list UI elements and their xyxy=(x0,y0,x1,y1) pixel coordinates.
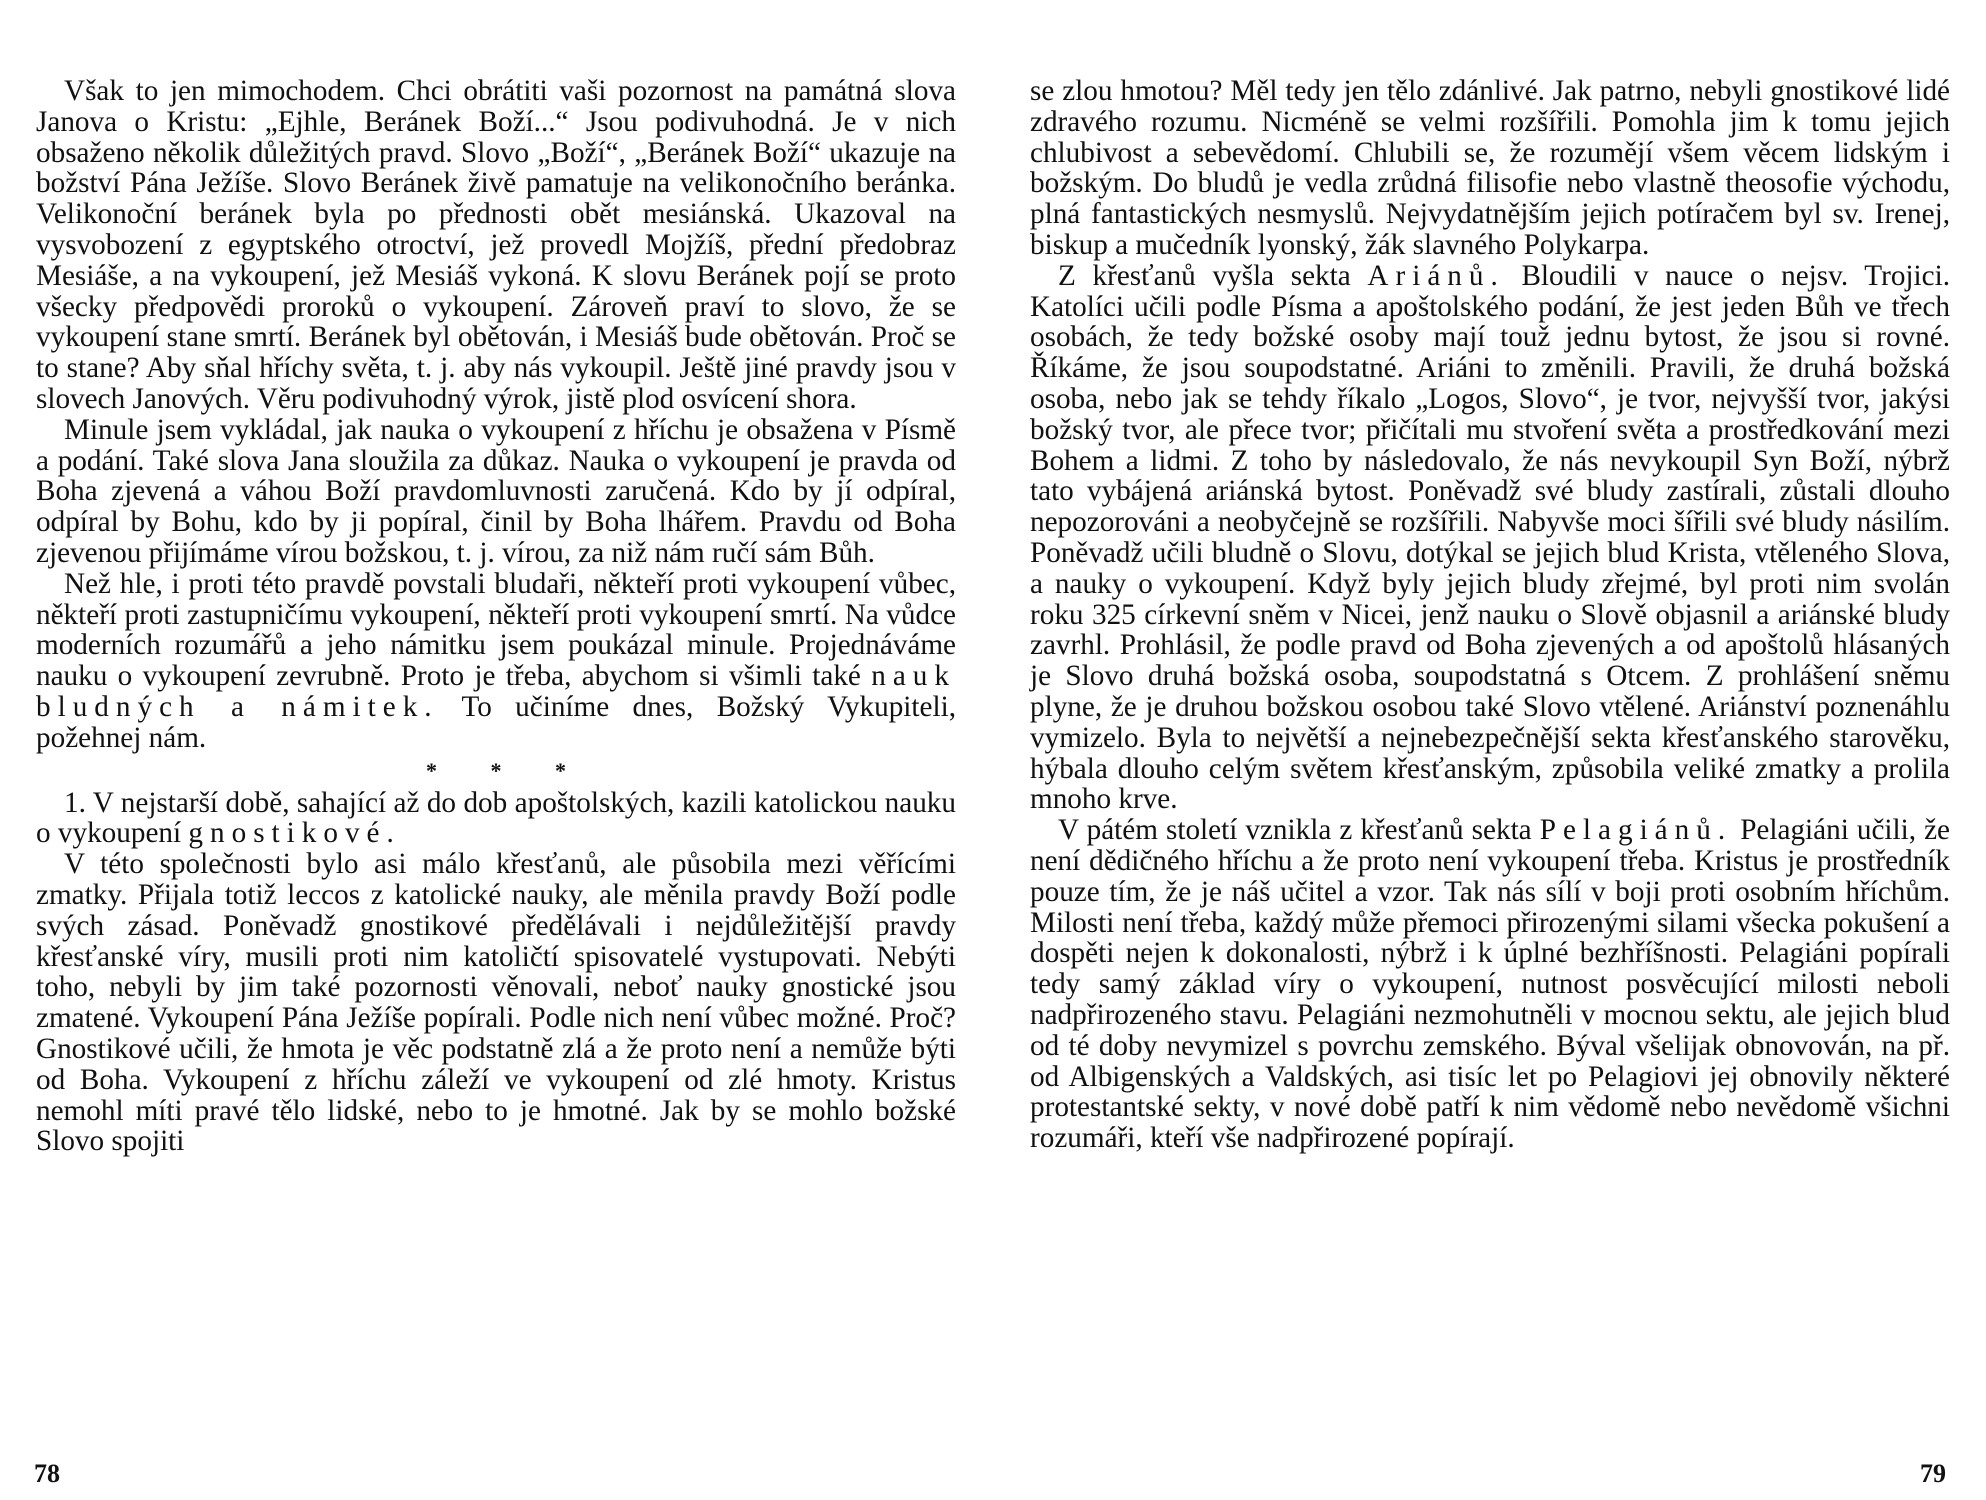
left-text-column xyxy=(36,76,956,1157)
right-page xyxy=(1030,76,1950,1486)
spaced-term-bludnych: nauk bludných a námitek. xyxy=(36,660,956,723)
left-paragraph-4-text: 1. V nejstarší době, sahající až do dob apoštolských, kazili katolickou nauku o vykoupení xyxy=(36,786,956,850)
left-paragraph-3 xyxy=(36,569,956,754)
right-paragraph-2-end: Bloudili v nauce o nejsv. Trojici. Katolíci učili podle Písma a apoštolského podání, že jest jeden Bůh ve třech osobách, že tedy božské osoby mají touž jednu bytost, že jsou si rovné. Říkáme, že jsou soupodstatné. Ariáni to změnili. Pravili, že druhá božská osoba, nebo jak se tehdy říkalo „Logos, Slovo“, je tvor, nejvyšší tvor, jakýsi božský tvor, ale přece tvor; přičítali mu stvoření světa a prostředkování mezi Bohem a lidmi. Z toho by následovalo, že nás nevykoupil Syn Boží, nýbrž tato vybájená ariánská bytost. Poněvadž své bludy zastírali, zůstali dlouho nepozorováni a neobyčejně se rozšířili. Nabyvše moci šířili své bludy násilím. Poněvadž učili bludně o Slovu, dotýkal se jejich blud Krista, vtěleného Slova, a nauky o vykoupení. Když byly jejich bludy zřejmé, byl proti nim svolán roku 325 církevní sněm v Nicei, jenž nauku o Slově objasnil a ariánské bludy zavrhl. Prohlásil, že podle pravd od Boha zjevených a od apoštolů hlásaných je Slovo druhá božská osoba, soupodstatná s Otcem. Z prohlášení sněmu plyne, že je druhou božskou osobou také Slovo vtělené. Ariánství poznenáhlu vymizelo. Byla to největší a nejnebezpečnější sekta křesťanského starověku, hýbala dlouho celým světem křesťanským, způsobila veliké zmatky a prolila mnoho krve. xyxy=(1030,259,1950,816)
right-paragraph-3-text: V pátém století vznikla z křesťanů sekta xyxy=(1058,814,1532,847)
left-paragraph-2: Minule jsem vykládal, jak nauka o vykoupení z hříchu je obsažena v Písmě a podání. Také slova Jana sloužila za důkaz. Nauka o vykoupení je pravda od Boha zjevená a váhou Boží pravdomluvnosti zaručená. Kdo by jí odpíral, odpíral by Bohu, kdo by ji popíral, činil by Boha lhářem. Pravdu od Boha zjevenou přijímáme vírou božskou, t. j. vírou, za niž nám ručí sám Bůh. xyxy=(36,413,956,569)
right-text-column xyxy=(1030,76,1950,1154)
left-paragraph-5: V této společnosti bylo asi málo křesťanů, ale působila mezi věřícími zmatky. Přijala totiž leccos z katolické nauky, ale měnila pravdy Boží podle svých zásad. Poněvadž gnostikové předělávali i nejdůležitější pravdy křesťanské víry, musili proti nim katoličtí spisovatelé vystupovati. Nebýti toho, nebyli by jim také pozornosti věnovali, neboť nauky gnostické jsou zmatené. Vykoupení Pána Ježíše popírali. Podle nich není vůbec možné. Proč? Gnostikové učili, že hmota je věc podstatně zlá a že proto není a nemůže býti od Boha. Vykoupení z hříchu záleží ve vykoupení od zlé hmoty. Kristus nemohl míti pravé tělo lidské, nebo to je hmotné. Jak by se mohlo božské Slovo spojiti xyxy=(36,848,956,1158)
left-page xyxy=(36,76,956,1486)
spaced-term-pelagianu: Pelagiánů. xyxy=(1539,814,1733,847)
right-paragraph-3-end: Pelagiáni učili, že není dědičného hříchu a že proto není vykoupení třeba. Kristus je prostředník pouze tím, že je náš učitel a vzor. Tak nás sílí v boji proti osobním hříchům. Milosti není třeba, každý může přemoci přirozenými silami všecka pokušení a dospěti nejen k dokonalosti, nýbrž i k úplné bezhříšnosti. Pelagiáni popírali tedy samý základ víry o vykoupení, nutnost posvěcující milosti neboli nadpřirozeného stavu. Pelagiáni nezmohutněli v mocnou sektu, ale jejich blud od té doby nevymizel s povrchu zemského. Býval všelijak obnovován, na př. od Albigenských a Valdských, asi tisíc let po Pelagiovi jej obnovily některé protestantské sekty, v nové době patří k nim vědomě nebo nevědomě všichni rozumáři, kteří vše nadpřirozené popírají. xyxy=(1030,814,1951,1155)
right-paragraph-3 xyxy=(1030,815,1950,1154)
spaced-term-gnostikove: gnostikové. xyxy=(188,817,401,850)
section-separator: * * * xyxy=(426,757,590,783)
right-page-number: 79 xyxy=(1920,1459,1946,1488)
left-page-number: 78 xyxy=(34,1459,60,1488)
spaced-term-arianu: Ariánů. xyxy=(1367,259,1505,292)
left-paragraph-1: Však to jen mimochodem. Chci obrátiti vaši pozornost na památná slova Janova o Kristu: „Ejhle, Beránek Boží...“ Jsou podivuhodná. Je v nich obsaženo několik důležitých pravd. Slovo „Boží“, „Beránek Boží“ ukazuje na božství Pána Ježíše. Slovo Beránek živě pamatuje na velikonočního beránka. Velikonoční beránek byla po přednosti obět mesiánská. Ukazoval na vysvobození z egyptského otroctví, jež provedl Mojžíš, přední předobraz Mesiáše, a na vykoupení, jež Mesiáš vykoná. K slovu Beránek pojí se proto všecky předpovědi proroků o vykoupení. Zároveň praví to slovo, že se vykoupení stane smrtí. Beránek byl obětován, i Mesiáš bude obětován. Proč se to stane? Aby sňal hříchy světa, t. j. aby nás vykoupil. Ještě jiné pravdy jsou v slovech Janových. Věru podivuhodný výrok, jistě plod osvícení shora. xyxy=(36,75,956,415)
right-paragraph-1: se zlou hmotou? Měl tedy jen tělo zdánlivé. Jak patrno, nebyli gnostikové lidé zdravého rozumu. Nicméně se velmi rozšířili. Pomohla jim k tomu jejich chlubivost a sebevědomí. Chlubili se, že rozumějí všem věcem lidským i božským. Do bludů je vedla zrůdná filisofie nebo vlastně theosofie východu, plná fantastických nesmyslů. Nejvydatnějším jejich potíračem byl sv. Irenej, biskup a mučedník lyonský, žák slavného Polykarpa. xyxy=(1030,75,1950,261)
left-paragraph-3-text: Než hle, i proti této pravdě povstali bludaři, někteří proti vykoupení vůbec, někteří proti zastupničímu vykoupení, někteří proti vykoupení smrtí. Na vůdce moderních rozumářů a jeho námitku jsem poukázal minule. Projednáváme nauku o vykoupení zevrubně. Proto je třeba, abychom si všimli také xyxy=(36,567,956,693)
right-paragraph-2 xyxy=(1030,261,1950,815)
left-paragraph-3-end: To učiníme dnes, Božský Vykupiteli, požehnej nám. xyxy=(36,690,956,754)
left-paragraph-4 xyxy=(36,788,956,850)
right-paragraph-2-text: Z křesťanů vyšla sekta xyxy=(1058,259,1351,292)
